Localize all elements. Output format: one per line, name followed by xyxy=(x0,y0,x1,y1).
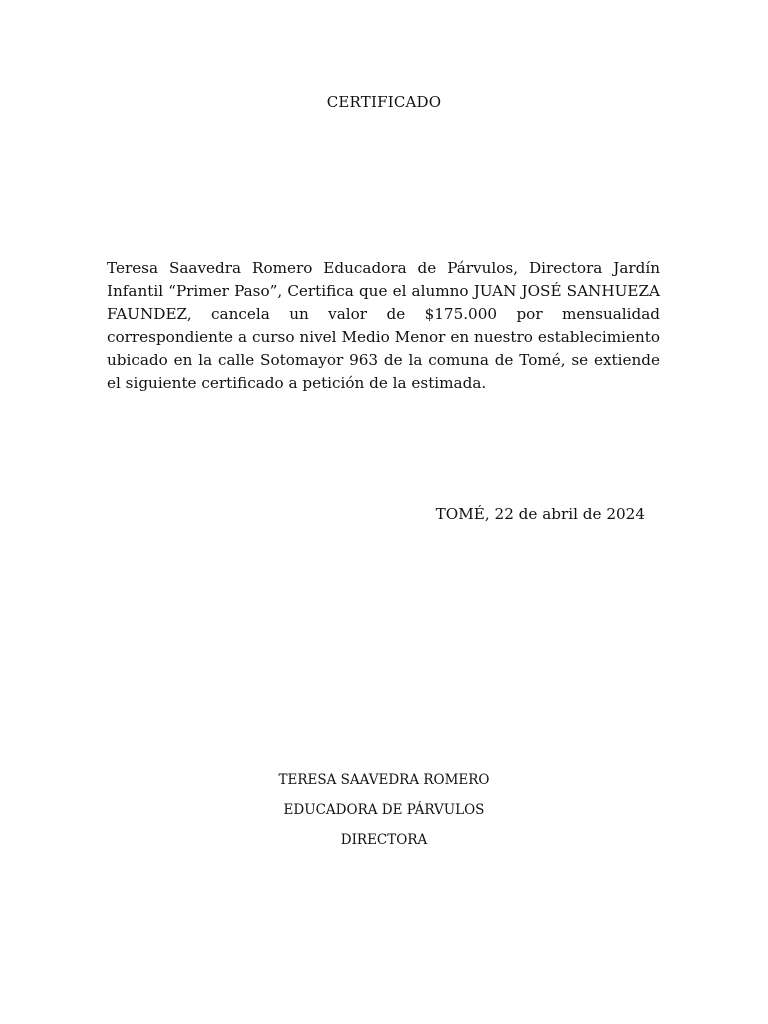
signature-block xyxy=(0,770,768,860)
signatory-name: TERESA SAAVEDRA ROMERO xyxy=(278,772,490,788)
place-date: TOMÉ, 22 de abril de 2024 xyxy=(435,505,645,523)
document-title: CERTIFICADO xyxy=(326,93,442,111)
signatory-position: DIRECTORA xyxy=(340,832,428,848)
signatory-profession: EDUCADORA DE PÁRVULOS xyxy=(283,802,485,818)
certificate-body: Teresa Saavedra Romero Educadora de Párvulos, Directora Jardín Infantil “Primer Paso”, Certifica que el alumno JUAN JOSÉ SANHUEZA FAUNDEZ, cancela un valor de $175.000 por mensualidad correspondiente a curso nivel Medio Menor en nuestro establecimiento ubicado en la calle Sotomayor 963 de la comuna de Tomé, se extiende el siguiente certificado a petición de la estimada. xyxy=(107,259,660,392)
